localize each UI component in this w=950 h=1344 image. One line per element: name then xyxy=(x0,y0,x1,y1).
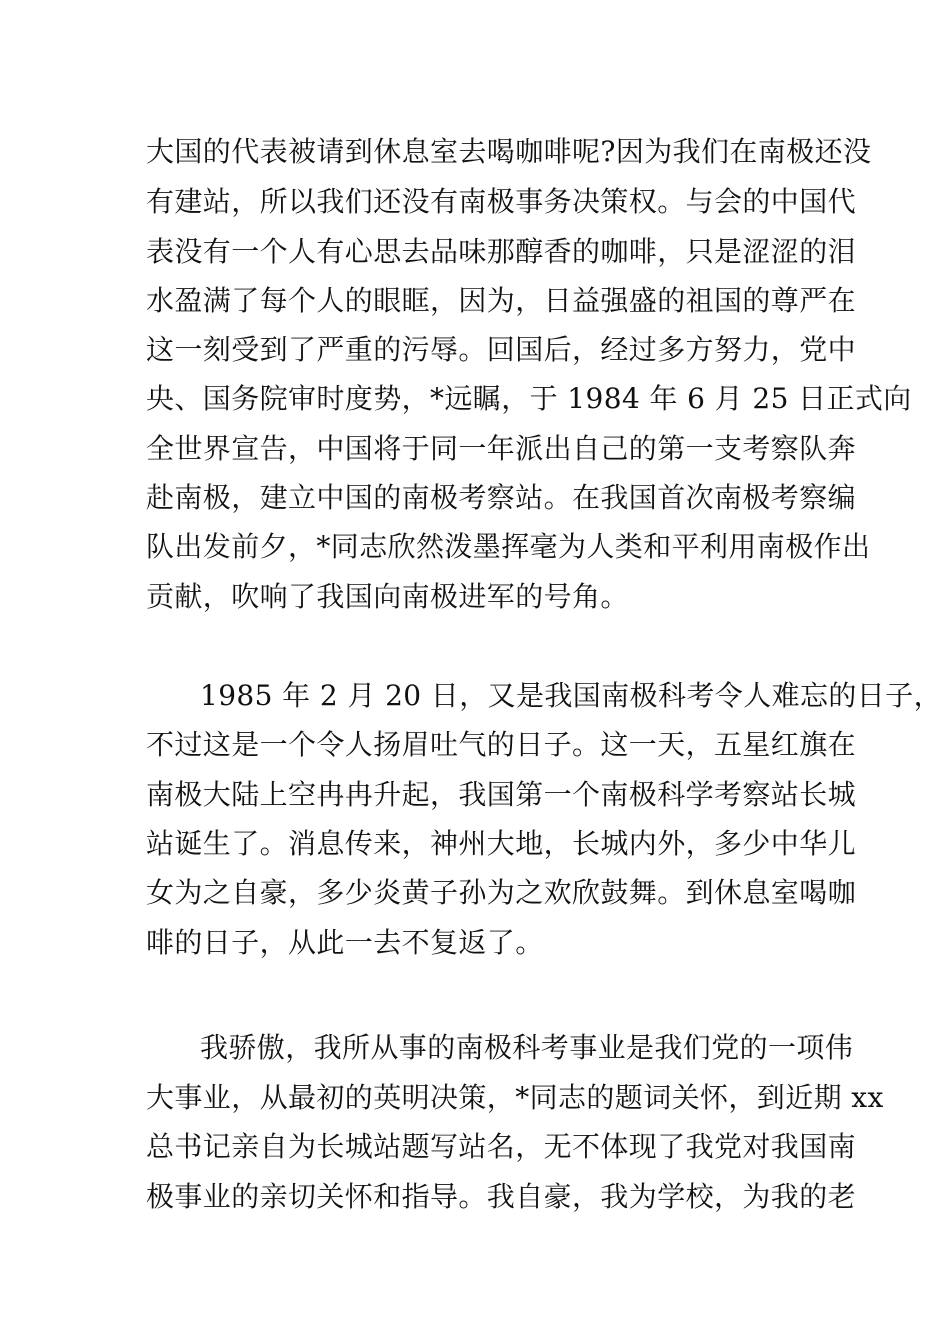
paragraph-1-line-8: 赴南极，建立中国的南极考察站。在我国首次南极考察编 xyxy=(146,481,857,514)
paragraph-1-line-2: 有建站，所以我们还没有南极事务决策权。与会的中国代 xyxy=(146,185,857,218)
paragraph-2-line-2: 不过这是一个令人扬眉吐气的日子。这一天，五星红旗在 xyxy=(146,728,857,761)
paragraph-1-line-9: 队出发前夕，*同志欣然泼墨挥毫为人类和平利用南极作出 xyxy=(146,530,871,563)
paragraph-2-line-6: 啡的日子，从此一去不复返了。 xyxy=(146,926,544,959)
paragraph-1-line-3: 表没有一个人有心思去品味那醇香的咖啡，只是涩涩的泪 xyxy=(146,235,857,268)
paragraph-2-line-3: 南极大陆上空冉冉升起，我国第一个南极科学考察站长城 xyxy=(146,778,857,811)
paragraph-3-line-2: 大事业，从最初的英明决策，*同志的题词关怀，到近期 xx xyxy=(146,1081,884,1114)
paragraph-2-line-5: 女为之自豪，多少炎黄子孙为之欢欣鼓舞。到休息室喝咖 xyxy=(146,876,857,909)
paragraph-1-line-4: 水盈满了每个人的眼眶，因为，日益强盛的祖国的尊严在 xyxy=(146,284,857,317)
paragraph-1-line-1: 大国的代表被请到休息室去喝咖啡呢?因为我们在南极还没 xyxy=(146,135,872,168)
paragraph-1-line-10: 贡献，吹响了我国向南极进军的号角。 xyxy=(146,580,629,613)
paragraph-3-line-3: 总书记亲自为长城站题写站名，无不体现了我党对我国南 xyxy=(146,1130,857,1163)
paragraph-1-line-6: 央、国务院审时度势，*远瞩，于 1984 年 6 月 25 日正式向 xyxy=(146,382,912,415)
paragraph-1-line-5: 这一刻受到了严重的污辱。回国后，经过多方努力，党中 xyxy=(146,333,857,366)
paragraph-1-line-7: 全世界宣告，中国将于同一年派出自己的第一支考察队奔 xyxy=(146,432,857,465)
paragraph-3-line-4: 极事业的亲切关怀和指导。我自豪，我为学校，为我的老 xyxy=(146,1180,857,1213)
paragraph-2-line-4: 站诞生了。消息传来，神州大地，长城内外，多少中华儿 xyxy=(146,827,857,860)
paragraph-3-line-1: 我骄傲，我所从事的南极科考事业是我们党的一项伟 xyxy=(200,1031,854,1064)
paragraph-2-line-1: 1985 年 2 月 20 日，又是我国南极科考令人难忘的日子， xyxy=(200,679,943,712)
